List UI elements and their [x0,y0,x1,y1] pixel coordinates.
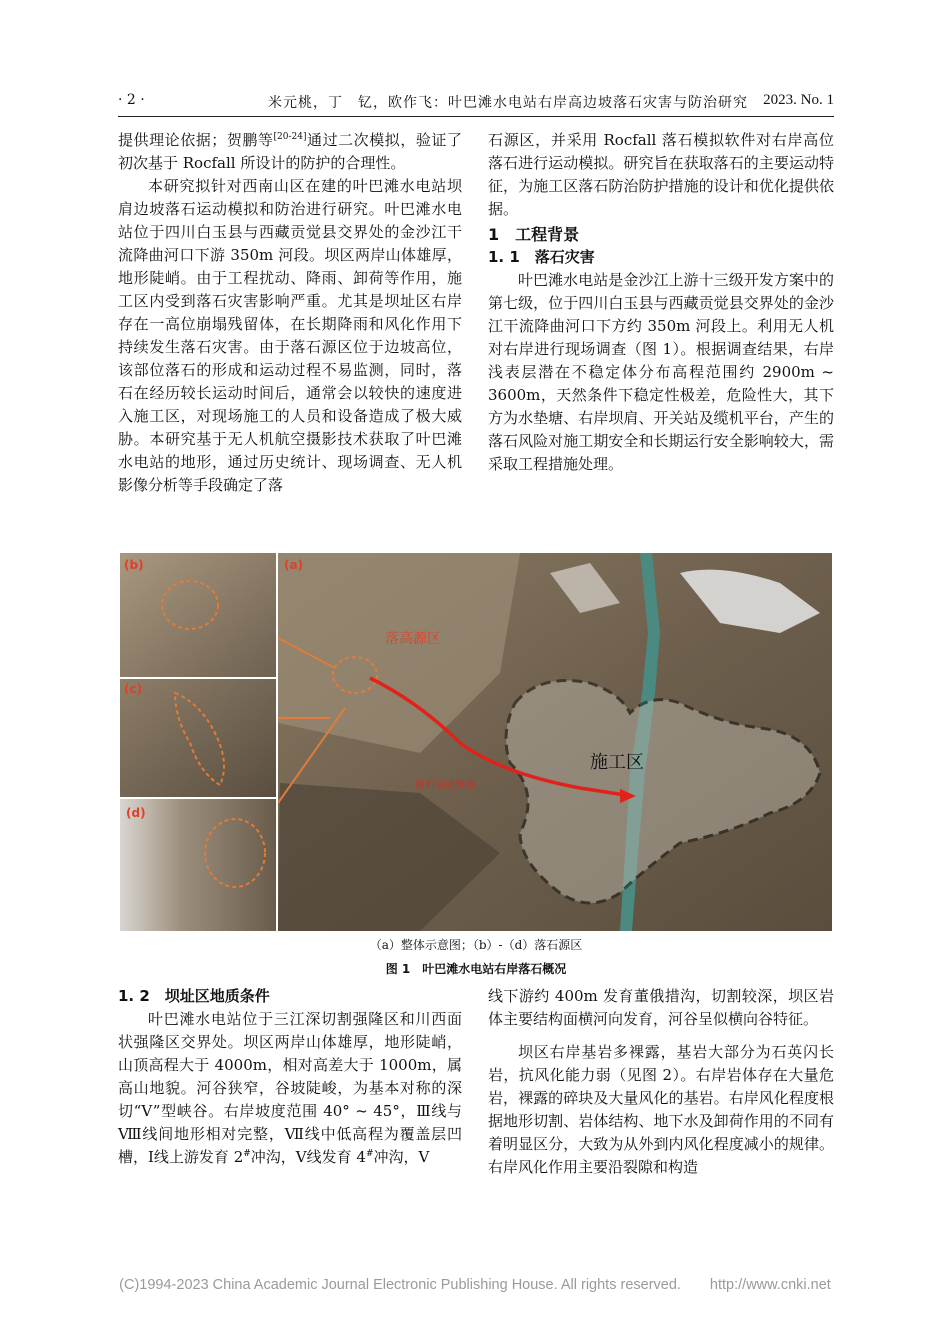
panel-c-background [120,679,276,797]
right-column-bottom [488,985,834,1179]
figure-caption: 图 1 叶巴滩水电站右岸落石概况 [385,962,567,976]
text: 提供理论依据；贺鹏等 [118,131,274,149]
left-column-top [118,129,462,497]
running-header [118,88,834,114]
paragraph [118,1008,462,1169]
figure-1 [120,553,832,931]
section-heading: 1 工程背景 [488,225,580,244]
header-rule [118,116,834,117]
superscript: # [365,1149,374,1159]
copyright-footer: (C)1994-2023 China Academic Journal Electronic Publishing House. All rights reserved. http://www.cnki.net [119,1277,831,1293]
source-zone-label: 落高源区 [385,631,441,647]
superscript: # [243,1149,251,1159]
panel-b-label: (b) [124,558,144,572]
text: 叶巴滩水电站位于三江深切割强隆区和川西面状强隆区交界处。坝区两岸山体雄厚，地形陡峭，山顶高程大于 4000m，相对高差大于 1000m，属高山地貌。河谷狭窄，谷坡陡峻，为基本对称的深切“V”型峡谷。右岸坡度范围 40° ~ 45°，Ⅲ线与Ⅷ线间地形相对完整，Ⅶ线中低高程为覆盖层凹槽，Ⅰ线上游发育 2 [118,1010,462,1166]
text: 冲沟，Ⅴ线发育 4 [250,1148,366,1166]
citation: [20-24] [273,132,307,142]
figure-image [120,553,832,931]
paragraph: 线下游约 400m 发育董俄措沟，切割较深，坝区岩体主要结构面横河向发育，河谷呈似横向谷特征。 [488,987,834,1028]
running-title: 米元桃，丁 钇，欧作飞：叶巴滩水电站右岸高边坡落石灾害与防治研究 [268,95,748,111]
page-number: · 2 · [118,92,145,108]
paragraph: 石源区，并采用 Rocfall 落石模拟软件对右岸高位落石进行运动模拟。研究旨在获取落石的主要运动特征，为施工区落石防治防护措施的设计和优化提供依据。 [488,131,834,218]
text: 通过二次模拟，验证了初次基于 Rocfall 所设计的防护的合理性。 [118,131,462,172]
paragraph: 坝区右岸基岩多裸露，基岩大部分为石英闪长岩，抗风化能力弱（见图 2）。右岸岩体存在大量危岩，裸露的碎块及大量风化的基岩。右岸风化程度根据地形切割、岩体结构、地下水及卸荷作用的不同有着明显区分，大致为从外到内风化程度减小的规律。右岸风化作用主要沿裂隙和构造 [488,1043,834,1176]
subsection-heading: 1. 1 落石灾害 [488,248,595,266]
panel-c-label: (c) [124,682,143,696]
rockfall-path-label: 落石运动轨迹 [415,780,475,791]
paragraph [118,129,462,175]
paragraph: 本研究拟针对西南山区在建的叶巴滩水电站坝肩边坡落石运动模拟和防治进行研究。叶巴滩水电站位于四川白玉县与西藏贡觉县交界处的金沙江干流降曲河口下游 350m 河段。坝区两岸山体雄厚，地形陡峭。由于工程扰动、降雨、卸荷等作用，施工区内受到落石灾害影响严重。尤其是坝址区右岸存在一高位崩塌残留体，在长期降雨和风化作用下持续发生落石灾害。由于落石源区位于边坡高位，该部位落石的形成和运动过程不易监测，同时，落石在经历较长运动时间后，通常会以较快的速度进入施工区，对现场施工的人员和设备造成了极大威胁。本研究基于无人机航空摄影技术获取了叶巴滩水电站的地形，通过历史统计、现场调查、无人机影像分析等手段确定了落 [118,177,462,494]
panel-d-label: (d) [126,806,146,820]
issue-number: 2023. No. 1 [763,92,834,108]
construction-zone-label: 施工区 [590,752,644,773]
paragraph: 叶巴滩水电站是金沙江上游十三级开发方案中的第七级，位于四川白玉县与西藏贡觉县交界处的金沙江干流降曲河口下方约 350m 河段上。利用无人机对右岸进行现场调查（图 1）。根据调查结果，右岸浅表层潜在不稳定体分布高程范围约 2900m ~ 3600m，天然条件下稳定性极差，危险性大，其下方为水垫塘、右岸坝肩、开关站及缆机平台，产生的落石风险对施工期安全和长期运行安全影响较大，需采取工程措施处理。 [488,271,834,473]
figure-subcaption: （a）整体示意图；（b）-（d）落石源区 [369,938,583,952]
text: 冲沟，Ⅴ [373,1148,430,1166]
left-column-bottom [118,985,462,1169]
panel-a-label: (a) [284,558,304,572]
subsection-heading: 1. 2 坝址区地质条件 [118,987,270,1005]
right-column-top [488,129,834,476]
